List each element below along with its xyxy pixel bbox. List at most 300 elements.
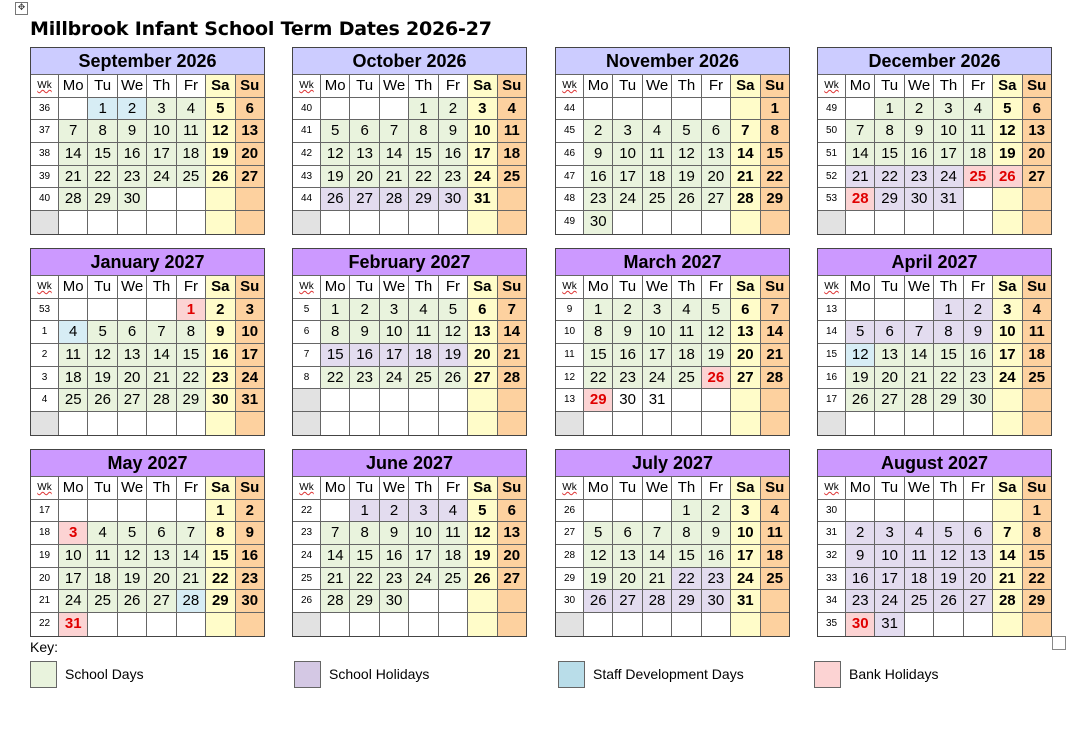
day-cell: 13 (350, 143, 379, 166)
day-cell: 12 (934, 545, 963, 568)
week-row (556, 188, 789, 211)
week-number: 15 (818, 344, 846, 367)
day-cell (761, 590, 789, 613)
week-row (818, 389, 1051, 412)
day-cell: 10 (59, 545, 88, 568)
day-cell (846, 98, 875, 121)
week-number: 10 (556, 321, 584, 344)
month-title: December 2026 (818, 48, 1051, 75)
day-cell: 13 (702, 143, 731, 166)
day-cell: 22 (584, 367, 613, 390)
day-cell: 2 (964, 299, 993, 322)
day-cell (498, 613, 526, 636)
weekday-header: We (905, 276, 934, 299)
weekday-header-row (293, 276, 526, 299)
month-calendar (817, 47, 1052, 235)
week-number (31, 412, 59, 435)
weekday-header: Sa (468, 75, 497, 98)
week-number: 42 (293, 143, 321, 166)
day-cell (236, 613, 264, 636)
day-cell: 18 (409, 344, 438, 367)
day-cell: 23 (118, 166, 147, 189)
day-cell: 10 (613, 143, 642, 166)
week-number: 46 (556, 143, 584, 166)
day-cell: 3 (643, 299, 672, 322)
week-number: 3 (31, 367, 59, 390)
day-cell (934, 500, 963, 523)
day-cell (731, 211, 760, 234)
day-cell: 8 (1023, 522, 1051, 545)
week-number: 36 (31, 98, 59, 121)
legend-label: Staff Development Days (593, 666, 744, 682)
day-cell: 14 (59, 143, 88, 166)
day-cell (731, 389, 760, 412)
day-cell: 1 (584, 299, 613, 322)
week-number: 25 (293, 568, 321, 591)
legend-swatch (294, 661, 321, 688)
week-number: 48 (556, 188, 584, 211)
day-cell (350, 211, 379, 234)
day-cell: 9 (702, 522, 731, 545)
day-cell (439, 389, 468, 412)
day-cell: 5 (118, 522, 147, 545)
day-cell: 16 (118, 143, 147, 166)
weekday-header: Tu (88, 276, 117, 299)
weekday-header-row (818, 477, 1051, 500)
day-cell: 11 (672, 321, 701, 344)
day-cell: 13 (875, 344, 904, 367)
day-cell (613, 613, 642, 636)
day-cell: 9 (846, 545, 875, 568)
weekday-header: Wk (818, 477, 846, 500)
day-cell (934, 412, 963, 435)
day-cell (613, 98, 642, 121)
day-cell: 5 (934, 522, 963, 545)
day-cell: 21 (761, 344, 789, 367)
day-cell (147, 188, 176, 211)
day-cell (321, 500, 350, 523)
day-cell (613, 211, 642, 234)
week-row (818, 120, 1051, 143)
day-cell: 7 (731, 120, 760, 143)
week-number: 4 (31, 389, 59, 412)
day-cell (993, 613, 1022, 636)
week-row (293, 613, 526, 636)
legend-item (814, 660, 939, 688)
day-cell (672, 613, 701, 636)
weekday-header: Wk (31, 477, 59, 500)
day-cell: 12 (118, 545, 147, 568)
month-title: September 2026 (31, 48, 264, 75)
day-cell (1023, 211, 1051, 234)
day-cell: 2 (905, 98, 934, 121)
day-cell: 19 (934, 568, 963, 591)
day-cell: 28 (761, 367, 789, 390)
day-cell: 3 (934, 98, 963, 121)
week-number: 1 (31, 321, 59, 344)
day-cell: 6 (875, 321, 904, 344)
week-row (818, 412, 1051, 435)
day-cell: 20 (468, 344, 497, 367)
day-cell: 10 (993, 321, 1022, 344)
weekday-header-row (293, 477, 526, 500)
day-cell: 28 (321, 590, 350, 613)
weekday-header: Su (1023, 75, 1051, 98)
day-cell: 9 (236, 522, 264, 545)
week-number: 44 (293, 188, 321, 211)
day-cell: 12 (584, 545, 613, 568)
day-cell: 16 (350, 344, 379, 367)
week-number: 35 (818, 613, 846, 636)
day-cell: 31 (643, 389, 672, 412)
weekday-header: Sa (993, 276, 1022, 299)
weekday-header: Fr (702, 75, 731, 98)
day-cell: 3 (409, 500, 438, 523)
day-cell (118, 211, 147, 234)
day-cell: 7 (643, 522, 672, 545)
weekday-header: Sa (993, 75, 1022, 98)
day-cell: 26 (439, 367, 468, 390)
week-row (818, 188, 1051, 211)
day-cell: 2 (236, 500, 264, 523)
day-cell: 31 (934, 188, 963, 211)
weekday-header-row (31, 477, 264, 500)
day-cell (1023, 412, 1051, 435)
week-row (293, 321, 526, 344)
week-row (818, 613, 1051, 636)
day-cell: 9 (380, 522, 409, 545)
week-number (818, 211, 846, 234)
day-cell: 17 (934, 143, 963, 166)
weekday-header: Wk (556, 276, 584, 299)
weekday-header: Sa (468, 477, 497, 500)
day-cell: 21 (59, 166, 88, 189)
day-cell: 15 (761, 143, 789, 166)
week-row (31, 344, 264, 367)
day-cell: 2 (702, 500, 731, 523)
day-cell: 18 (672, 344, 701, 367)
day-cell: 23 (380, 568, 409, 591)
day-cell (147, 500, 176, 523)
day-cell (409, 389, 438, 412)
week-number: 5 (293, 299, 321, 322)
day-cell: 30 (702, 590, 731, 613)
weekday-header: Th (672, 75, 701, 98)
day-cell: 21 (321, 568, 350, 591)
day-cell: 24 (380, 367, 409, 390)
weekday-header: Fr (177, 276, 206, 299)
day-cell: 26 (846, 389, 875, 412)
day-cell: 29 (875, 188, 904, 211)
day-cell: 12 (206, 120, 235, 143)
day-cell: 22 (761, 166, 789, 189)
day-cell (350, 98, 379, 121)
weekday-header: Mo (321, 75, 350, 98)
day-cell: 7 (59, 120, 88, 143)
weekday-header: Su (1023, 276, 1051, 299)
day-cell: 27 (118, 389, 147, 412)
week-number: 27 (556, 522, 584, 545)
week-row (818, 299, 1051, 322)
day-cell: 24 (993, 367, 1022, 390)
weekday-header: Su (236, 477, 264, 500)
day-cell (350, 613, 379, 636)
day-cell: 15 (934, 344, 963, 367)
day-cell: 7 (498, 299, 526, 322)
day-cell: 27 (350, 188, 379, 211)
week-number: 40 (31, 188, 59, 211)
weekday-header: Tu (88, 75, 117, 98)
day-cell: 8 (409, 120, 438, 143)
day-cell (59, 211, 88, 234)
day-cell: 4 (409, 299, 438, 322)
day-cell: 9 (964, 321, 993, 344)
day-cell: 13 (964, 545, 993, 568)
day-cell: 9 (439, 120, 468, 143)
week-number: 29 (556, 568, 584, 591)
week-number: 44 (556, 98, 584, 121)
week-row (818, 590, 1051, 613)
day-cell: 26 (88, 389, 117, 412)
day-cell (993, 211, 1022, 234)
day-cell: 25 (643, 188, 672, 211)
day-cell: 27 (468, 367, 497, 390)
day-cell (731, 412, 760, 435)
day-cell: 4 (672, 299, 701, 322)
day-cell (964, 188, 993, 211)
week-row (31, 412, 264, 435)
week-number: 2 (31, 344, 59, 367)
day-cell (409, 613, 438, 636)
week-number: 47 (556, 166, 584, 189)
weekday-header: Sa (731, 276, 760, 299)
day-cell: 4 (905, 522, 934, 545)
day-cell: 10 (468, 120, 497, 143)
month-title: November 2026 (556, 48, 789, 75)
day-cell: 12 (702, 321, 731, 344)
day-cell: 24 (613, 188, 642, 211)
weekday-header: Su (236, 276, 264, 299)
weekday-header: Su (761, 75, 789, 98)
day-cell (905, 299, 934, 322)
day-cell: 25 (1023, 367, 1051, 390)
week-number: 41 (293, 120, 321, 143)
day-cell: 19 (846, 367, 875, 390)
day-cell: 27 (498, 568, 526, 591)
day-cell (439, 590, 468, 613)
day-cell (584, 613, 613, 636)
weekday-header: Th (409, 276, 438, 299)
day-cell (584, 412, 613, 435)
day-cell: 15 (321, 344, 350, 367)
day-cell: 6 (236, 98, 264, 121)
day-cell (1023, 613, 1051, 636)
day-cell: 2 (206, 299, 235, 322)
weekday-header: Th (147, 75, 176, 98)
day-cell (147, 299, 176, 322)
weekday-header: Tu (875, 276, 904, 299)
weekday-header-row (556, 276, 789, 299)
week-number: 38 (31, 143, 59, 166)
day-cell (934, 211, 963, 234)
day-cell: 11 (964, 120, 993, 143)
day-cell: 23 (236, 568, 264, 591)
day-cell: 16 (380, 545, 409, 568)
day-cell: 3 (468, 98, 497, 121)
weekday-header: Fr (177, 477, 206, 500)
month-calendar (817, 248, 1052, 436)
day-cell: 20 (1023, 143, 1051, 166)
week-row (31, 299, 264, 322)
week-row (556, 568, 789, 591)
day-cell: 29 (350, 590, 379, 613)
weekday-header: Th (147, 276, 176, 299)
weekday-header: Th (147, 477, 176, 500)
day-cell: 22 (875, 166, 904, 189)
month-calendar (555, 449, 790, 637)
weekday-header: Th (672, 276, 701, 299)
day-cell: 31 (59, 613, 88, 636)
day-cell: 5 (439, 299, 468, 322)
day-cell: 1 (934, 299, 963, 322)
week-row (818, 568, 1051, 591)
resize-handle-icon[interactable] (1052, 636, 1066, 650)
day-cell: 4 (761, 500, 789, 523)
week-number (818, 412, 846, 435)
month-title: August 2027 (818, 450, 1051, 477)
day-cell (672, 389, 701, 412)
day-cell: 8 (177, 321, 206, 344)
week-number: 7 (293, 344, 321, 367)
day-cell: 10 (643, 321, 672, 344)
week-row (556, 143, 789, 166)
day-cell (147, 412, 176, 435)
week-row (293, 545, 526, 568)
day-cell: 25 (439, 568, 468, 591)
day-cell (1023, 188, 1051, 211)
weekday-header: Tu (875, 75, 904, 98)
week-row (556, 211, 789, 234)
day-cell: 31 (236, 389, 264, 412)
week-row (293, 120, 526, 143)
week-number: 17 (31, 500, 59, 523)
day-cell: 6 (702, 120, 731, 143)
day-cell (1023, 389, 1051, 412)
day-cell: 9 (206, 321, 235, 344)
day-cell: 5 (206, 98, 235, 121)
day-cell: 24 (59, 590, 88, 613)
week-row (293, 166, 526, 189)
day-cell: 2 (380, 500, 409, 523)
weekday-header: Mo (846, 75, 875, 98)
day-cell: 19 (468, 545, 497, 568)
day-cell: 16 (584, 166, 613, 189)
day-cell: 22 (672, 568, 701, 591)
day-cell: 12 (846, 344, 875, 367)
day-cell (643, 98, 672, 121)
day-cell: 1 (672, 500, 701, 523)
day-cell: 11 (409, 321, 438, 344)
day-cell (498, 389, 526, 412)
week-number: 9 (556, 299, 584, 322)
week-number: 18 (31, 522, 59, 545)
day-cell (702, 98, 731, 121)
day-cell: 27 (875, 389, 904, 412)
day-cell: 14 (147, 344, 176, 367)
day-cell: 18 (964, 143, 993, 166)
day-cell: 30 (905, 188, 934, 211)
day-cell: 29 (88, 188, 117, 211)
weekday-header: Wk (556, 75, 584, 98)
weekday-header: Sa (206, 276, 235, 299)
day-cell: 26 (702, 367, 731, 390)
day-cell: 19 (321, 166, 350, 189)
week-row (31, 211, 264, 234)
day-cell: 9 (613, 321, 642, 344)
week-row (293, 590, 526, 613)
weekday-header: Sa (468, 276, 497, 299)
week-row (31, 545, 264, 568)
day-cell (964, 412, 993, 435)
move-anchor-icon[interactable]: ✥ (15, 2, 28, 15)
week-number (556, 412, 584, 435)
day-cell: 1 (350, 500, 379, 523)
weekday-header: Tu (88, 477, 117, 500)
day-cell: 4 (439, 500, 468, 523)
day-cell: 22 (88, 166, 117, 189)
day-cell: 11 (1023, 321, 1051, 344)
day-cell: 25 (761, 568, 789, 591)
day-cell: 17 (993, 344, 1022, 367)
day-cell (439, 211, 468, 234)
day-cell: 7 (177, 522, 206, 545)
day-cell: 12 (468, 522, 497, 545)
day-cell: 31 (731, 590, 760, 613)
day-cell: 5 (672, 120, 701, 143)
day-cell: 30 (846, 613, 875, 636)
week-number: 49 (818, 98, 846, 121)
day-cell: 1 (206, 500, 235, 523)
day-cell: 22 (934, 367, 963, 390)
day-cell (409, 211, 438, 234)
week-number: 34 (818, 590, 846, 613)
weekday-header: We (118, 75, 147, 98)
day-cell: 14 (380, 143, 409, 166)
day-cell (761, 613, 789, 636)
day-cell: 19 (439, 344, 468, 367)
day-cell: 23 (439, 166, 468, 189)
day-cell (468, 412, 497, 435)
day-cell (702, 613, 731, 636)
day-cell (236, 412, 264, 435)
day-cell (147, 613, 176, 636)
week-number (293, 613, 321, 636)
day-cell: 16 (206, 344, 235, 367)
day-cell: 3 (147, 98, 176, 121)
day-cell: 28 (643, 590, 672, 613)
day-cell: 1 (875, 98, 904, 121)
weekday-header: Su (498, 276, 526, 299)
day-cell: 28 (147, 389, 176, 412)
weekday-header: Mo (59, 75, 88, 98)
week-number: 26 (556, 500, 584, 523)
day-cell: 15 (177, 344, 206, 367)
day-cell: 22 (409, 166, 438, 189)
day-cell: 16 (846, 568, 875, 591)
day-cell: 26 (672, 188, 701, 211)
day-cell (875, 412, 904, 435)
weekday-header: Su (498, 75, 526, 98)
